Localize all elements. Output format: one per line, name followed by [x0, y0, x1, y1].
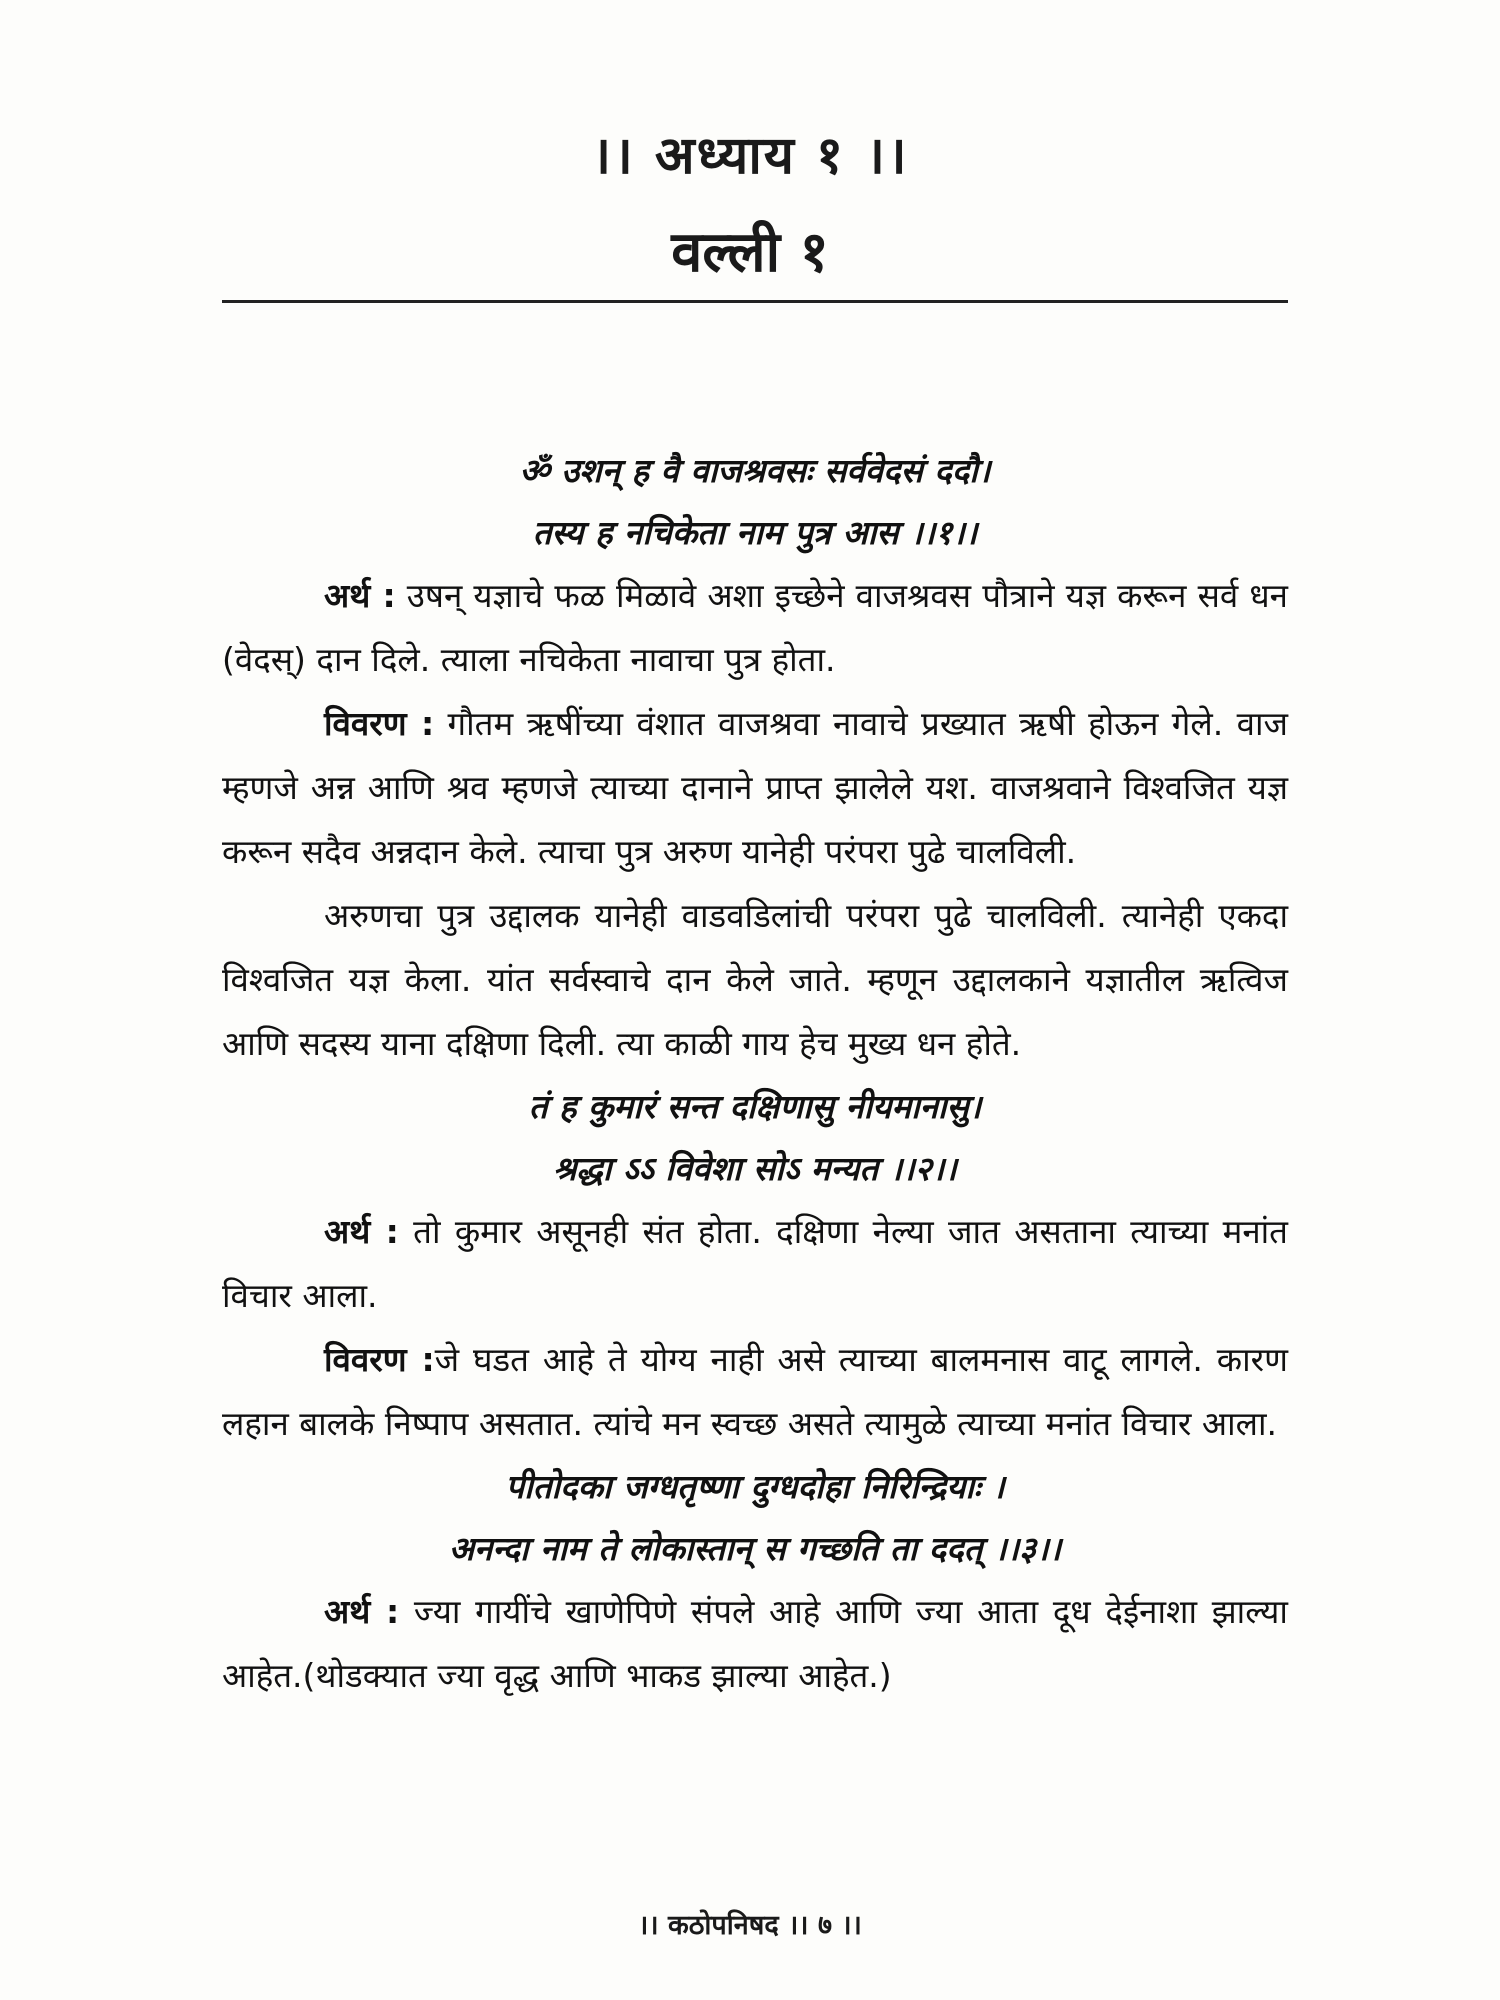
- commentary-text: जे घडत आहे ते योग्य नाही असे त्याच्या बालमनास वाटू लागले. कारण लहान बालके निष्पाप असतात. त्यांचे मन स्वच्छ असते त्यामुळे त्याच्या मनांत विचार आला.: [222, 1340, 1288, 1443]
- meaning-text: तो कुमार असूनही संत होता. दक्षिणा नेल्या जात असताना त्याच्या मनांत विचार आला.: [222, 1212, 1288, 1315]
- page-body: [222, 440, 1288, 1708]
- meaning-label: अर्थ :: [324, 1212, 399, 1251]
- meaning-text: ज्या गायींचे खाणेपिणे संपले आहे आणि ज्या आता दूध देईनाशा झाल्या आहेत.(थोडक्यात ज्या वृद्ध आणि भाकड झाल्या आहेत.): [222, 1592, 1288, 1695]
- verse-3: [222, 1456, 1288, 1580]
- verse-1-line-2: तस्य ह नचिकेता नाम पुत्र आस ।।१।।: [532, 513, 978, 552]
- page-footer: ।। कठोपनिषद ।। ७ ।।: [638, 1910, 862, 1941]
- verse-3-line-1: पीतोदका जग्धतृष्णा दुग्धदोहा निरिन्द्रियाः ।: [505, 1467, 1005, 1506]
- commentary-label: विवरण :: [324, 704, 435, 743]
- meaning-1: [222, 564, 1288, 692]
- verse-2-line-2: श्रद्धा ऽऽ विवेशा सोऽ मन्यत ।।२।।: [553, 1149, 957, 1188]
- commentary-1: [222, 692, 1288, 884]
- verse-1-line-1: ॐ उशन् ह वै वाजश्रवसः सर्ववेदसं ददौ।: [519, 451, 991, 490]
- valli-heading: वल्ली १: [671, 220, 829, 285]
- meaning-3: [222, 1580, 1288, 1708]
- verse-3-line-2: अनन्दा नाम ते लोकास्तान् स गच्छति ता ददत् ।।३।।: [448, 1529, 1062, 1568]
- verse-2: [222, 1076, 1288, 1200]
- verse-1: [222, 440, 1288, 564]
- meaning-label: अर्थ :: [324, 576, 396, 615]
- commentary-text: गौतम ऋषींच्या वंशात वाजश्रवा नावाचे प्रख्यात ऋषी होऊन गेले. वाज म्हणजे अन्न आणि श्रव म्हणजे त्याच्या दानाने प्राप्त झालेले यश. वाजश्रवाने विश्वजित यज्ञ करून सदैव अन्नदान केले. त्याचा पुत्र अरुण यानेही परंपरा पुढे चालविली.: [222, 704, 1288, 871]
- heading-divider: [222, 300, 1288, 303]
- commentary-2: [222, 1328, 1288, 1456]
- meaning-label: अर्थ :: [324, 1592, 400, 1631]
- meaning-2: [222, 1200, 1288, 1328]
- chapter-heading: ।। अध्याय १ ।।: [591, 126, 909, 186]
- verse-2-line-1: तं ह कुमारं सन्त दक्षिणासु नीयमानासु।: [528, 1087, 982, 1126]
- meaning-text: उषन् यज्ञाचे फळ मिळावे अशा इच्छेने वाजश्रवस पौत्राने यज्ञ करून सर्व धन (वेदस्) दान दिले. त्याला नचिकेता नावाचा पुत्र होता.: [222, 576, 1288, 679]
- commentary-1-continued: अरुणचा पुत्र उद्दालक यानेही वाडवडिलांची परंपरा पुढे चालविली. त्यानेही एकदा विश्वजित यज्ञ केला. यांत सर्वस्वाचे दान केले जाते. म्हणून उद्दालकाने यज्ञातील ऋत्विज आणि सदस्य याना दक्षिणा दिली. त्या काळी गाय हेच मुख्य धन होते.: [222, 896, 1288, 1063]
- commentary-label: विवरण :: [324, 1340, 435, 1379]
